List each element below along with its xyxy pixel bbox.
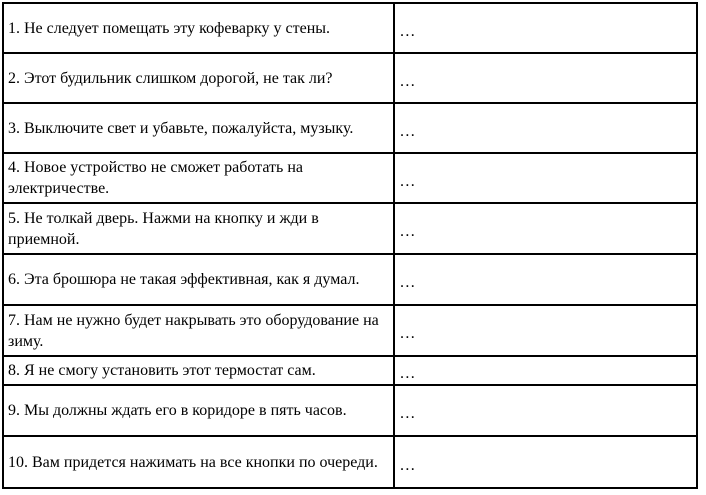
table-row bbox=[3, 305, 697, 356]
sentence-cell: 6. Эта брошюра не такая эффективная, как я думал. bbox=[3, 254, 394, 305]
table-row bbox=[3, 3, 697, 53]
answer-placeholder: … bbox=[399, 172, 416, 190]
answer-placeholder: … bbox=[399, 274, 416, 291]
answer-cell bbox=[394, 305, 697, 356]
answer-cell bbox=[394, 103, 697, 153]
answer-placeholder: … bbox=[399, 122, 416, 140]
answer-placeholder: … bbox=[399, 456, 416, 474]
sentence-cell: 1. Не следует помещать эту кофеварку у стены. bbox=[3, 3, 394, 53]
table-row bbox=[3, 103, 697, 153]
answer-placeholder: … bbox=[399, 223, 416, 240]
table-row bbox=[3, 53, 697, 103]
table-row bbox=[3, 356, 697, 385]
table-row bbox=[3, 203, 697, 254]
sentence-cell: 2. Этот будильник слишком дорогой, не так ли? bbox=[3, 53, 394, 103]
sentence-cell: 8. Я не смогу установить этот термостат сам. bbox=[3, 356, 394, 385]
answer-cell bbox=[394, 53, 697, 103]
answer-cell bbox=[394, 385, 697, 436]
answer-placeholder: … bbox=[399, 365, 416, 382]
table-row bbox=[3, 436, 697, 488]
table-row bbox=[3, 385, 697, 436]
sentence-cell: 4. Новое устройство не сможет работать на электричестве. bbox=[3, 153, 394, 203]
answer-cell bbox=[394, 3, 697, 53]
table-row bbox=[3, 153, 697, 203]
answer-cell bbox=[394, 153, 697, 203]
answer-cell bbox=[394, 436, 697, 488]
answer-placeholder: … bbox=[399, 22, 416, 40]
sentence-cell: 3. Выключите свет и убавьте, пожалуйста, музыку. bbox=[3, 103, 394, 153]
table-row bbox=[3, 254, 697, 305]
answer-placeholder: … bbox=[399, 325, 416, 342]
sentence-cell: 9. Мы должны ждать его в коридоре в пять часов. bbox=[3, 385, 394, 436]
answer-cell bbox=[394, 356, 697, 385]
answer-placeholder: … bbox=[399, 72, 416, 90]
exercise-table bbox=[2, 2, 698, 489]
sentence-cell: 10. Вам придется нажимать на все кнопки по очереди. bbox=[3, 436, 394, 488]
answer-cell bbox=[394, 254, 697, 305]
sentence-cell: 7. Нам не нужно будет накрывать это оборудование на зиму. bbox=[3, 305, 394, 356]
answer-placeholder: … bbox=[399, 405, 416, 422]
answer-cell bbox=[394, 203, 697, 254]
sentence-cell: 5. Не толкай дверь. Нажми на кнопку и жди в приемной. bbox=[3, 203, 394, 254]
